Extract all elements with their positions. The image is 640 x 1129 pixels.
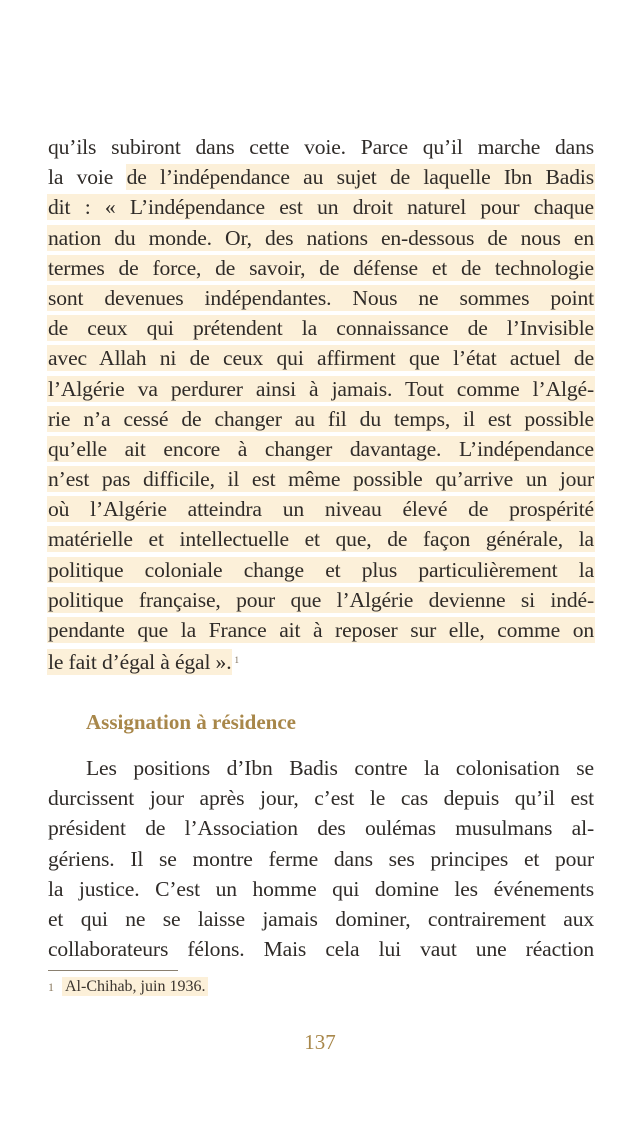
text-line [48,313,594,343]
footnote-reference[interactable]: 1 [234,655,239,666]
highlight[interactable]: de l’indépendance au sujet de laquelle Ibn Badis [126,165,594,190]
highlight[interactable]: politique coloniale change et plus particulièrement la [48,557,594,582]
text-line [48,283,594,313]
text-line: durcissent jour après jour, c’est le cas depuis qu’il est [48,786,594,811]
text-line [48,494,594,524]
text-line [48,253,594,283]
paragraph-body [48,753,594,964]
text-line: gériens. Il se montre ferme dans ses principes et pour [48,846,594,871]
highlight[interactable]: dit : « L’indépendance est un droit naturel pour chaque [48,195,594,220]
footnote [48,975,208,999]
highlight[interactable]: politique française, pour que l’Algérie devienne si indé- [48,587,594,612]
highlight[interactable]: avec Allah ni de ceux qui affirment que l’état actuel de [48,346,594,371]
paragraph-highlighted-quote [48,132,594,675]
highlight[interactable]: le fait d’égal à égal ». [48,650,232,675]
highlight[interactable]: où l’Algérie atteindra un niveau élevé de prospérité [48,497,594,522]
text-line [48,374,594,404]
footnote-text[interactable]: Al-Chihab, juin 1936. [62,977,208,996]
highlight[interactable]: nation du monde. Or, des nations en-dessous de nous en [48,225,594,250]
highlight[interactable]: l’Algérie va perdurer ainsi à jamais. Tout comme l’Algé- [48,376,594,401]
text-line [48,615,594,645]
highlight[interactable]: termes de force, de savoir, de défense et de technologie [48,255,594,280]
text-line [48,434,594,464]
text-line: collaborateurs félons. Mais cela lui vaut une réaction [48,937,594,962]
page-number: 137 [304,1030,336,1054]
highlight[interactable]: n’est pas difficile, il est même possible qu’arrive un jour [48,467,594,492]
highlight[interactable]: matérielle et intellectuelle et que, de façon générale, la [48,527,594,552]
text-line [48,645,594,675]
highlight[interactable]: de ceux qui prétendent la connaissance de l’Invisible [48,316,594,341]
text-line [48,585,594,615]
text-line: la justice. C’est un homme qui domine les événements [48,876,594,901]
footnote-divider [48,970,178,971]
text-line [48,404,594,434]
text-line: président de l’Association des oulémas musulmans al- [48,816,594,841]
text-line: et qui ne se laisse jamais dominer, contrairement aux [48,906,594,931]
highlight[interactable]: qu’elle ait encore à changer davantage. L’indépendance [48,436,594,461]
text-line [48,223,594,253]
text-line [48,464,594,494]
highlight[interactable]: sont devenues indépendantes. Nous ne sommes point [48,285,594,310]
section-title: Assignation à résidence [86,710,296,734]
footnote-number: 1 [48,980,54,994]
text-line: Les positions d’Ibn Badis contre la colonisation se [86,756,594,780]
highlight[interactable]: rie n’a cessé de changer au fil du temps, il est possible [48,406,594,431]
text-line [48,192,594,222]
text-line: qu’ils subiront dans cette voie. Parce qu’il marche dans [48,135,594,159]
text-line: la voie de l’indépendance au sujet de laquelle Ibn Badis [48,165,594,190]
text-line [48,524,594,554]
highlight[interactable]: pendante que la France ait à reposer sur elle, comme on [48,618,594,642]
text-line [48,343,594,373]
text-line [48,555,594,585]
